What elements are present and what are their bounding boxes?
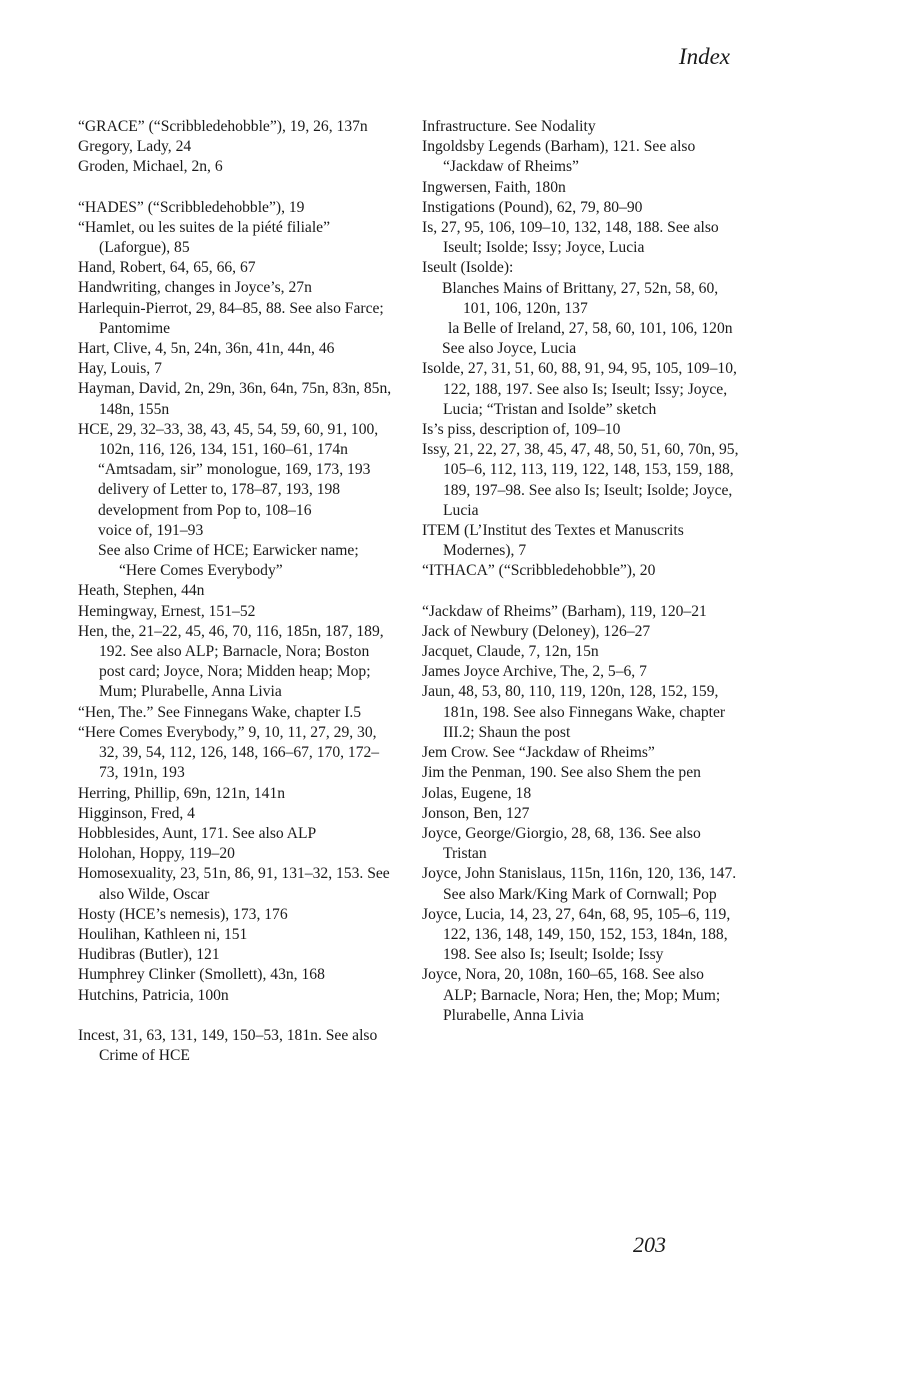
index-entry: Homosexuality, 23, 51n, 86, 91, 131–32, 153. See also Wilde, Oscar xyxy=(78,865,390,903)
index-subentry: See also Joyce, Lucia xyxy=(442,340,577,358)
index-entry: Herring, Phillip, 69n, 121n, 141n xyxy=(78,784,286,802)
index-subentry: la Belle of Ireland, 27, 58, 60, 101, 106, 120n xyxy=(448,320,733,338)
index-entry: Jonson, Ben, 127 xyxy=(422,804,530,822)
index-entry: Hudibras (Butler), 121 xyxy=(78,946,220,964)
index-column-left xyxy=(78,117,396,1066)
running-head-title: Index xyxy=(678,44,730,69)
index-entry: Jaun, 48, 53, 80, 110, 119, 120n, 128, 152, 159, 181n, 198. See also Finnegans Wake, chapter III.2; Shaun the post xyxy=(422,683,726,741)
section-gap xyxy=(78,1006,396,1026)
index-column-right xyxy=(422,117,740,1026)
index-entry: Instigations (Pound), 62, 79, 80–90 xyxy=(422,198,643,216)
index-entry: Hand, Robert, 64, 65, 66, 67 xyxy=(78,259,256,277)
index-entry: Jacquet, Claude, 7, 12n, 15n xyxy=(422,643,599,661)
index-entry: Jim the Penman, 190. See also Shem the pen xyxy=(422,764,701,782)
index-entry: “Jackdaw of Rheims” (Barham), 119, 120–21 xyxy=(422,602,707,620)
index-entry: Harlequin-Pierrot, 29, 84–85, 88. See also Farce; Pantomime xyxy=(78,299,384,337)
index-entry: Higginson, Fred, 4 xyxy=(78,804,195,822)
index-entry: Isolde, 27, 31, 51, 60, 88, 91, 94, 95, 105, 109–10, 122, 188, 197. See also Is; Iseult; Issy; Joyce, Lucia; “Tristan and Isolde” sketch xyxy=(422,360,737,418)
index-entry: Humphrey Clinker (Smollett), 43n, 168 xyxy=(78,966,325,984)
index-subentry: development from Pop to, 108–16 xyxy=(98,501,312,519)
index-entry: Heath, Stephen, 44n xyxy=(78,582,205,600)
section-gap xyxy=(422,582,740,602)
index-entry: Ingwersen, Faith, 180n xyxy=(422,178,566,196)
index-entry: Joyce, Lucia, 14, 23, 27, 64n, 68, 95, 105–6, 119, 122, 136, 148, 149, 150, 152, 153, 184n, 188, 198. See also Is; Iseult; Isolde; Issy xyxy=(422,905,731,964)
index-entry: “Hamlet, ou les suites de la piété filiale” (Laforgue), 85 xyxy=(78,218,331,257)
index-entry: Joyce, George/Giorgio, 28, 68, 136. See also Tristan xyxy=(422,824,701,863)
index-entry: Jack of Newbury (Deloney), 126–27 xyxy=(422,622,651,640)
index-subentry: Blanches Mains of Brittany, 27, 52n, 58, 60, 101, 106, 120n, 137 xyxy=(442,279,719,317)
index-entry: Handwriting, changes in Joyce’s, 27n xyxy=(78,279,312,297)
index-subentry: See also Crime of HCE; Earwicker name; “Here Comes Everybody” xyxy=(98,542,359,580)
index-entry: Is’s piss, description of, 109–10 xyxy=(422,421,621,439)
index-entry: “Hen, The.” See Finnegans Wake, chapter I.5 xyxy=(78,703,362,721)
index-entry: HCE, 29, 32–33, 38, 43, 45, 54, 59, 60, 91, 100, 102n, 116, 126, 134, 151, 160–61, 174n xyxy=(78,420,379,459)
index-entry: Is, 27, 95, 106, 109–10, 132, 148, 188. See also Iseult; Isolde; Issy; Joyce, Lucia xyxy=(422,219,719,257)
index-entry: ITEM (L’Institut des Textes et Manuscrits Modernes), 7 xyxy=(422,522,684,560)
index-entry: Iseult (Isolde): xyxy=(422,259,514,277)
index-entry: Jolas, Eugene, 18 xyxy=(422,784,532,802)
index-entry: Infrastructure. See Nodality xyxy=(422,118,596,135)
index-entry: Ingoldsby Legends (Barham), 121. See also “Jackdaw of Rheims” xyxy=(422,138,696,176)
index-entry: Hayman, David, 2n, 29n, 36n, 64n, 75n, 83n, 85n, 148n, 155n xyxy=(78,380,392,418)
index-subentry: delivery of Letter to, 178–87, 193, 198 xyxy=(98,481,341,499)
index-entry: James Joyce Archive, The, 2, 5–6, 7 xyxy=(422,663,647,681)
index-subentry: voice of, 191–93 xyxy=(98,521,204,539)
index-entry: “HADES” (“Scribbledehobble”), 19 xyxy=(78,198,305,216)
index-entry: Hobblesides, Aunt, 171. See also ALP xyxy=(78,824,317,842)
index-entry: Groden, Michael, 2n, 6 xyxy=(78,158,223,176)
index-entry: Hart, Clive, 4, 5n, 24n, 36n, 41n, 44n, 46 xyxy=(78,340,335,358)
section-gap xyxy=(78,178,396,198)
index-entry: Issy, 21, 22, 27, 38, 45, 47, 48, 50, 51, 60, 70n, 95, 105–6, 112, 113, 119, 122, 148, 153, 159, 188, 189, 197–98. See also Is; Iseult; Isolde; Joyce, Lucia xyxy=(422,441,739,519)
index-entry: Incest, 31, 63, 131, 149, 150–53, 181n. See also Crime of HCE xyxy=(78,1026,378,1064)
index-entry: Hosty (HCE’s nemesis), 173, 176 xyxy=(78,905,288,923)
index-entry: Hutchins, Patricia, 100n xyxy=(78,986,229,1004)
index-entry: Hemingway, Ernest, 151–52 xyxy=(78,602,256,620)
index-entry: Gregory, Lady, 24 xyxy=(78,138,192,156)
index-entry: Joyce, John Stanislaus, 115n, 116n, 120, 136, 147. See also Mark/King Mark of Cornwall; Pop xyxy=(422,865,737,903)
index-entry: Hay, Louis, 7 xyxy=(78,360,162,378)
index-subentry: “Amtsadam, sir” monologue, 169, 173, 193 xyxy=(98,461,371,479)
index-entry: Hen, the, 21–22, 45, 46, 70, 116, 185n, 187, 189, 192. See also ALP; Barnacle, Nora; Boston post card; Joyce, Nora; Midden heap; Mop; Mum; Plurabelle, Anna Livia xyxy=(78,622,384,701)
page-number: 203 xyxy=(633,1232,666,1257)
index-entry: Joyce, Nora, 20, 108n, 160–65, 168. See also ALP; Barnacle, Nora; Hen, the; Mop; Mum; Plurabelle, Anna Livia xyxy=(422,966,721,1024)
index-entry: Holohan, Hoppy, 119–20 xyxy=(78,845,235,863)
index-entry: “GRACE” (“Scribbledehobble”), 19, 26, 137n xyxy=(78,118,368,135)
index-entry: “Here Comes Everybody,” 9, 10, 11, 27, 29, 30, 32, 39, 54, 112, 126, 148, 166–67, 170, 172–73, 191n, 193 xyxy=(78,723,380,782)
index-entry: “ITHACA” (“Scribbledehobble”), 20 xyxy=(422,562,656,580)
index-entry: Jem Crow. See “Jackdaw of Rheims” xyxy=(422,744,655,762)
index-entry: Houlihan, Kathleen ni, 151 xyxy=(78,925,248,943)
